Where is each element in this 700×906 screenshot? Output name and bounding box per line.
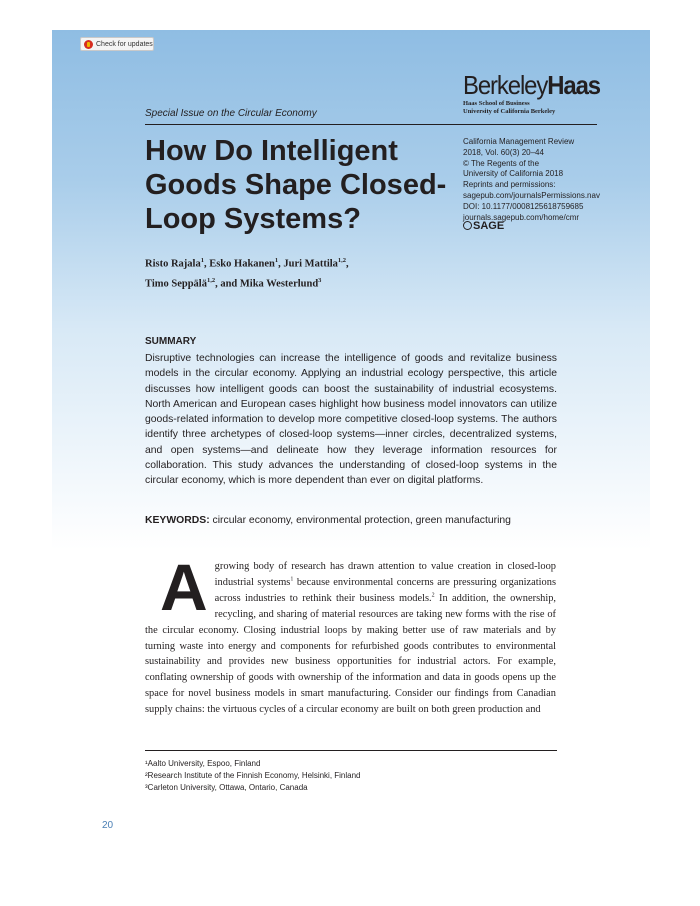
reprints-label: Reprints and permissions: bbox=[463, 180, 556, 190]
footnote-3: ³Carleton University, Ottawa, Ontario, Canada bbox=[145, 782, 308, 792]
doi: DOI: 10.1177/0008125618759685 bbox=[463, 201, 584, 211]
keywords: KEYWORDS: circular economy, environmental protection, green manufacturing bbox=[145, 515, 511, 526]
copyright-line-2: University of California 2018 bbox=[463, 169, 564, 179]
journal-name: California Management Review bbox=[463, 137, 575, 146]
drop-cap: A bbox=[160, 550, 208, 624]
footnote-2: ²Research Institute of the Finnish Economy, Helsinki, Finland bbox=[145, 770, 361, 780]
article-title: How Do Intelligent Goods Shape Closed-Loop Systems? bbox=[145, 135, 447, 235]
special-issue-label: Special Issue on the Circular Economy bbox=[145, 108, 317, 119]
page-number: 20 bbox=[102, 820, 114, 831]
author-list: Risto Rajala$^1$, Esko Hakanen$^1$, Juri Mattila$^{1,2}$, Timo Seppälä$^{1,2}$, and Mika Westerlund$^3$ bbox=[145, 257, 349, 289]
footnote-divider bbox=[145, 750, 557, 751]
footnotes bbox=[145, 758, 361, 793]
sage-mark-icon bbox=[463, 221, 472, 230]
journal-volume: 2018, Vol. 60(3) 20–44 bbox=[463, 147, 544, 157]
crossmark-icon bbox=[84, 40, 93, 49]
journal-url: journals.sagepub.com/home/cmr bbox=[463, 212, 580, 222]
summary-text: Disruptive technologies can increase the intelligence of goods and revitalize business models in the circular economy. Applying an industrial ecology perspective, this article discusses how intelligent goods can boost the sustainability of industrial ecosystems. North American and European cases highlight how business model innovators can utilize goods-related information to develop more competitive closed-loop systems. The authors identify three archetypes of closed-loop systems—inner circles, decentralized systems, and open systems—and delineate how they leverage information resources for collaboration. This study advances the understanding of closed-loop systems in the circular economy, which is more dependent than ever on digital platforms. bbox=[145, 353, 557, 487]
body-paragraph: A growing body of research has drawn attention to value creation in closed-loop industrial systems$^1$ because environmental concerns are pressuring organizations across industries to rethink their business models.$^2$ In addition, the ownership, recycling, and sharing of material resources are taking new forms with the rise of the circular economy. Closing industrial loops by making better use of raw materials and by turning waste into energy and components for refurbished goods contributes to environmental sustainability and provides new business opportunities for industrial actors. For example, conflating ownership of goods with ownership of the information and data in goods opens up the space for novel business models in smart manufacturing. Consider our findings from Canadian supply chains: the virtuous cycles of a circular economy are built on both green production and bbox=[145, 550, 556, 716]
copyright-line-1: © The Regents of the bbox=[463, 158, 540, 168]
footnote-1: ¹Aalto University, Espoo, Finland bbox=[145, 759, 261, 768]
sage-logo: SAGE bbox=[463, 220, 504, 232]
berkeley-haas-subtitle: Haas School of Business University of California Berkeley bbox=[463, 100, 556, 115]
header-divider bbox=[145, 124, 597, 125]
permissions-link: sagepub.com/journalsPermissions.nav bbox=[463, 190, 600, 200]
check-for-updates-label: Check for updates bbox=[96, 41, 153, 48]
summary-heading: SUMMARY bbox=[145, 336, 197, 347]
check-for-updates-badge[interactable] bbox=[80, 37, 154, 51]
berkeley-haas-logo: BerkeleyHaas bbox=[463, 70, 601, 100]
journal-info bbox=[463, 137, 600, 223]
